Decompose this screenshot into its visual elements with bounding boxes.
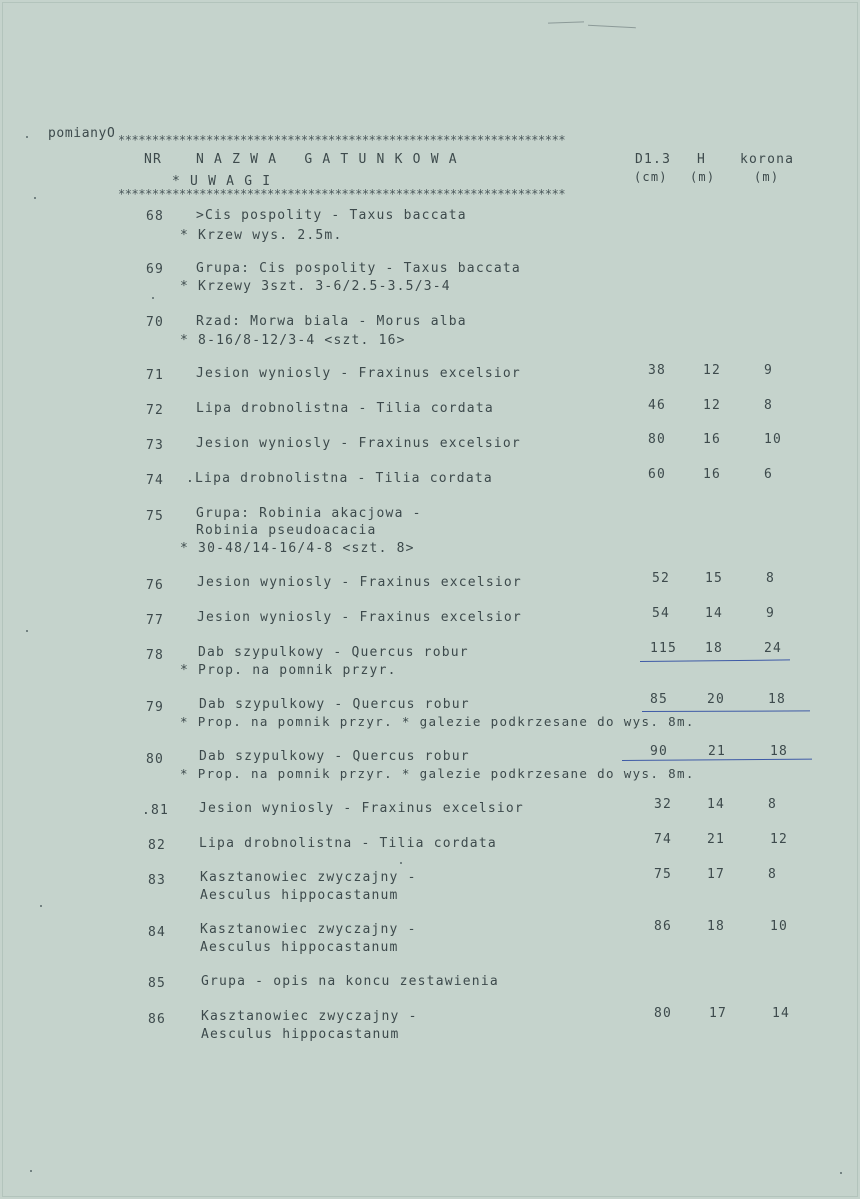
row-note: * Krzewy 3szt. 3-6/2.5-3.5/3-4	[180, 279, 451, 294]
paper-speck	[840, 1172, 842, 1174]
row-number: 80	[146, 752, 165, 767]
dbh-value: 74	[654, 832, 673, 847]
height-value: 18	[707, 919, 726, 934]
column-header-nr: NR	[144, 152, 163, 167]
paper-mark	[588, 25, 636, 29]
height-value: 16	[703, 432, 722, 447]
paper-speck	[34, 197, 36, 199]
species-name: Kasztanowiec zwyczajny -	[200, 922, 417, 937]
row-number: 77	[146, 613, 165, 628]
paper-mark	[548, 21, 584, 23]
height-value: 15	[705, 571, 724, 586]
height-value: 14	[707, 797, 726, 812]
species-name: Grupa: Cis pospolity - Taxus baccata	[196, 261, 521, 276]
row-number: 71	[146, 368, 165, 383]
dbh-value: 75	[654, 867, 673, 882]
height-value: 21	[708, 744, 727, 759]
row-number: 79	[146, 700, 165, 715]
row-number: 78	[146, 648, 165, 663]
separator-top: ******************************************************************	[118, 133, 566, 147]
column-header-crown: korona	[740, 152, 795, 167]
height-value: 18	[705, 641, 724, 656]
paper-speck	[40, 905, 42, 907]
page-border	[2, 2, 858, 1197]
row-note: * 30-48/14-16/4-8 <szt. 8>	[180, 541, 415, 556]
crown-value: 10	[770, 919, 789, 934]
row-note: * Krzew wys. 2.5m.	[180, 228, 343, 243]
row-number: 73	[146, 438, 165, 453]
paper-speck	[26, 630, 28, 632]
row-number: 76	[146, 578, 165, 593]
dbh-value: 54	[652, 606, 671, 621]
row-number: 68	[146, 209, 165, 224]
column-header-name: N A Z W A G A T U N K O W A	[196, 152, 458, 167]
species-name-continued: Aesculus hippocastanum	[200, 940, 399, 955]
species-name: Dab szypulkowy - Quercus robur	[199, 697, 470, 712]
crown-value: 9	[766, 606, 776, 621]
species-name: Grupa - opis na koncu zestawienia	[201, 974, 499, 989]
height-value: 17	[707, 867, 726, 882]
height-value: 21	[707, 832, 726, 847]
dbh-value: 46	[648, 398, 667, 413]
dbh-value: 90	[650, 744, 669, 759]
crown-value: 8	[766, 571, 776, 586]
species-name: Jesion wyniosly - Fraxinus excelsior	[197, 575, 522, 590]
species-name: >Cis pospolity - Taxus baccata	[196, 208, 467, 223]
species-name: Grupa: Robinia akacjowa -	[196, 506, 422, 521]
row-number: 84	[148, 925, 167, 940]
crown-value: 9	[764, 363, 774, 378]
dbh-value: 115	[650, 641, 678, 656]
pen-underline	[622, 759, 812, 761]
dbh-value: 38	[648, 363, 667, 378]
row-note: * Prop. na pomnik przyr. * galezie podkrzesane do wys. 8m.	[180, 766, 695, 781]
crown-value: 18	[768, 692, 787, 707]
dbh-value: 85	[650, 692, 669, 707]
row-number: 74	[146, 473, 165, 488]
column-header-notes: * U W A G I	[172, 174, 272, 189]
crown-value: 14	[772, 1006, 791, 1021]
species-name: Rzad: Morwa biala - Morus alba	[196, 314, 467, 329]
crown-value: 18	[770, 744, 789, 759]
crown-value: 24	[764, 641, 783, 656]
row-number: 86	[148, 1012, 167, 1027]
crown-value: 12	[770, 832, 789, 847]
column-header-height-unit: (m)	[690, 170, 716, 184]
row-number: 75	[146, 509, 165, 524]
dbh-value: 80	[654, 1006, 673, 1021]
height-value: 17	[709, 1006, 728, 1021]
dbh-value: 32	[654, 797, 673, 812]
species-name-continued: Robinia pseudoacacia	[196, 523, 377, 538]
column-header-dbh: D1.3	[635, 152, 672, 167]
pen-underline	[640, 659, 790, 662]
crown-value: 8	[768, 867, 778, 882]
species-name: Jesion wyniosly - Fraxinus excelsior	[196, 436, 521, 451]
species-name: Jesion wyniosly - Fraxinus excelsior	[196, 366, 521, 381]
species-name: Kasztanowiec zwyczajny -	[200, 870, 417, 885]
paper-speck	[26, 136, 28, 138]
row-number: 85	[148, 976, 167, 991]
dbh-value: 80	[648, 432, 667, 447]
species-name: Jesion wyniosly - Fraxinus excelsior	[197, 610, 522, 625]
paper-speck	[30, 1170, 32, 1172]
dbh-value: 60	[648, 467, 667, 482]
dbh-value: 86	[654, 919, 673, 934]
species-name: .Lipa drobnolistna - Tilia cordata	[186, 471, 493, 486]
species-name-continued: Aesculus hippocastanum	[200, 888, 399, 903]
row-number: 70	[146, 315, 165, 330]
species-name: Jesion wyniosly - Fraxinus excelsior	[199, 801, 524, 816]
row-number: .81	[142, 803, 170, 818]
species-name: Lipa drobnolistna - Tilia cordata	[196, 401, 494, 416]
dbh-value: 52	[652, 571, 671, 586]
paper-speck	[400, 862, 402, 864]
filename-label: pomianyO	[48, 126, 116, 141]
height-value: 20	[707, 692, 726, 707]
pen-underline	[642, 710, 810, 712]
column-header-height: H	[697, 152, 707, 167]
height-value: 12	[703, 363, 722, 378]
row-number: 83	[148, 873, 167, 888]
crown-value: 8	[768, 797, 778, 812]
height-value: 16	[703, 467, 722, 482]
column-header-crown-unit: (m)	[754, 170, 780, 184]
separator-header: ******************************************************************	[118, 187, 566, 201]
row-note: * Prop. na pomnik przyr. * galezie podkrzesane do wys. 8m.	[180, 714, 695, 729]
species-name: Dab szypulkowy - Quercus robur	[198, 645, 469, 660]
species-name: Dab szypulkowy - Quercus robur	[199, 749, 470, 764]
column-header-dbh-unit: (cm)	[634, 170, 668, 184]
row-note: * Prop. na pomnik przyr.	[180, 663, 397, 678]
species-name-continued: Aesculus hippocastanum	[201, 1027, 400, 1042]
row-number: 72	[146, 403, 165, 418]
row-number: 69	[146, 262, 165, 277]
row-number: 82	[148, 838, 167, 853]
height-value: 12	[703, 398, 722, 413]
crown-value: 6	[764, 467, 774, 482]
row-note: * 8-16/8-12/3-4 <szt. 16>	[180, 333, 406, 348]
crown-value: 8	[764, 398, 774, 413]
species-name: Kasztanowiec zwyczajny -	[201, 1009, 418, 1024]
paper-speck	[152, 297, 154, 299]
species-name: Lipa drobnolistna - Tilia cordata	[199, 836, 497, 851]
crown-value: 10	[764, 432, 783, 447]
height-value: 14	[705, 606, 724, 621]
